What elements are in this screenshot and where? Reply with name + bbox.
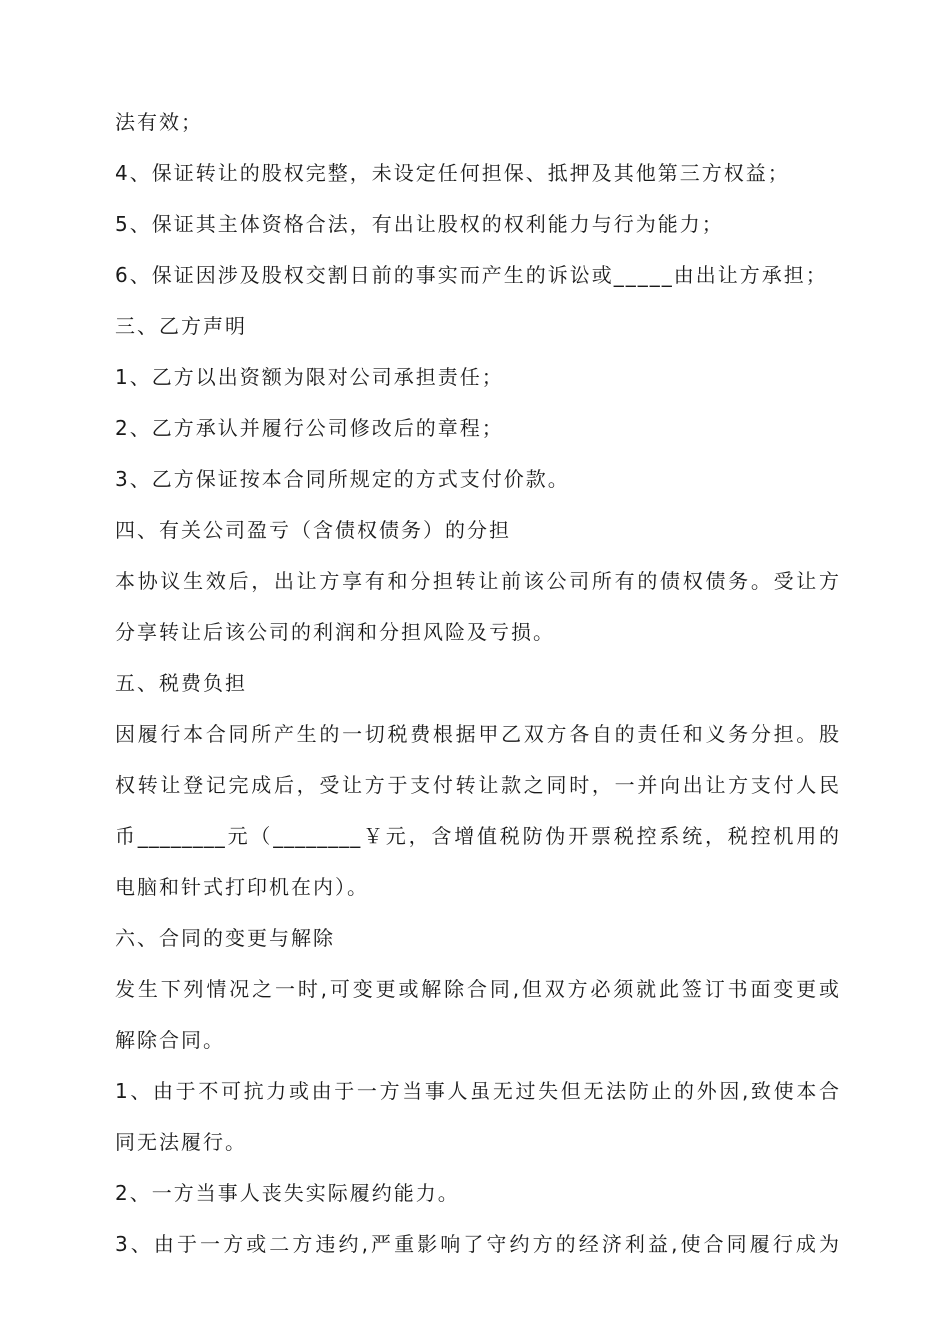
- section-heading: 三、乙方声明: [115, 314, 247, 338]
- section-heading: 四、有关公司盈亏（含债权债务）的分担: [115, 518, 511, 542]
- text-line: 2、乙方承认并履行公司修改后的章程；: [115, 416, 504, 440]
- document-body: [115, 97, 840, 1270]
- text-line: 6、保证因涉及股权交割日前的事实而产生的诉讼或_____由出让方承担；: [115, 263, 828, 287]
- text-line: 2、一方当事人丧失实际履约能力。: [115, 1181, 460, 1205]
- text-line: 电脑和针式打印机在内）。: [115, 875, 369, 899]
- text-line: 1、由于不可抗力或由于一方当事人虽无过失但无法防止的外因,致使本合: [115, 1079, 840, 1103]
- text-line: 1、乙方以出资额为限对公司承担责任；: [115, 365, 504, 389]
- text-line: 法有效；: [115, 110, 203, 134]
- section-heading: 六、合同的变更与解除: [115, 926, 335, 950]
- text-line: 3、由于一方或二方违约,严重影响了守约方的经济利益,使合同履行成为: [115, 1232, 840, 1256]
- text-line: 权转让登记完成后，受让方于支付转让款之同时，一并向出让方支付人民: [115, 773, 840, 797]
- text-line: 因履行本合同所产生的一切税费根据甲乙双方各自的责任和义务分担。股: [115, 722, 840, 746]
- text-line: 分享转让后该公司的利润和分担风险及亏损。: [115, 620, 555, 644]
- text-line: 同无法履行。: [115, 1130, 247, 1154]
- text-line: 5、保证其主体资格合法，有出让股权的权利能力与行为能力；: [115, 212, 724, 236]
- section-heading: 五、税费负担: [115, 671, 247, 695]
- text-line: 3、乙方保证按本合同所规定的方式支付价款。: [115, 467, 570, 491]
- text-line: 解除合同。: [115, 1028, 225, 1052]
- text-line: 4、保证转让的股权完整，未设定任何担保、抵押及其他第三方权益；: [115, 161, 790, 185]
- text-line: 币________元（________￥元，含增值税防伪开票税控系统，税控机用的: [115, 824, 840, 848]
- text-line: 本协议生效后，出让方享有和分担转让前该公司所有的债权债务。受让方: [115, 569, 840, 593]
- text-line: 发生下列情况之一时,可变更或解除合同,但双方必须就此签订书面变更或: [115, 977, 840, 1001]
